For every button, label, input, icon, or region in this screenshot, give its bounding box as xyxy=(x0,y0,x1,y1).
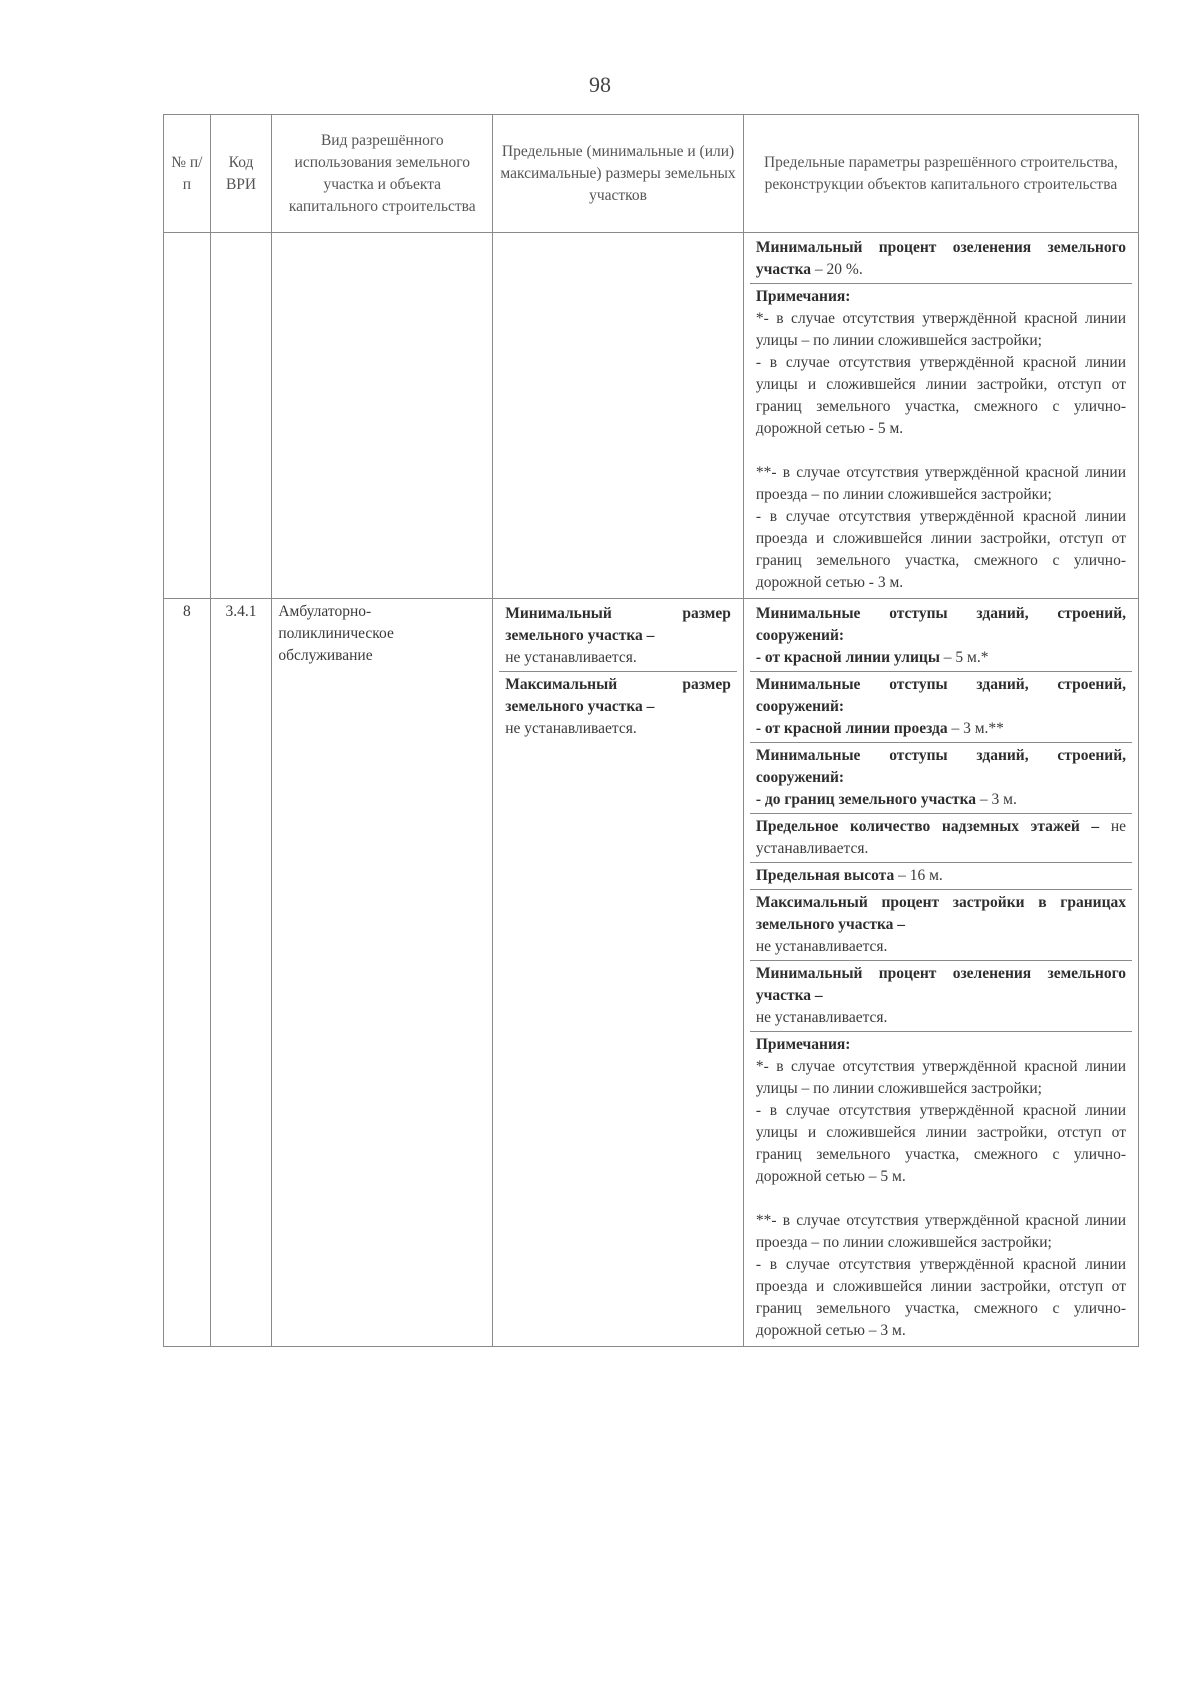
param-value: не устанавливается. xyxy=(755,818,1126,857)
table-row-8 xyxy=(164,599,1139,1347)
cell-params xyxy=(743,599,1138,1347)
header-params: Предельные параметры разрешённого строительства, реконструкции объектов капитального строительства xyxy=(743,115,1138,233)
param-value-label: - до границ земельного участка xyxy=(755,791,977,808)
param-label: Максимальный процент застройки в границах земельного участка – xyxy=(755,894,1126,933)
header-num: № п/п xyxy=(164,115,211,233)
param-floors xyxy=(750,814,1132,863)
param-setback-passage xyxy=(750,672,1132,743)
note-item: *- в случае отсутствия утверждённой красной линии улицы – по линии сложившейся застройки; xyxy=(755,1058,1126,1097)
cell-code-empty xyxy=(210,233,272,599)
size-max-value: не устанавливается. xyxy=(505,720,637,737)
table-header-row xyxy=(164,115,1139,233)
param-value-label: - от красной линии улицы xyxy=(755,649,940,666)
size-min-label: Минимальный размер земельного участка – xyxy=(505,605,731,644)
greening-value: – 20 %. xyxy=(811,261,863,278)
param-label: Минимальный процент озеленения земельного участка – xyxy=(755,965,1126,1004)
header-code: Код ВРИ xyxy=(210,115,272,233)
cell-num-empty xyxy=(164,233,211,599)
note-item: - в случае отсутствия утверждённой красной линии улицы и сложившейся линии застройки, отступ от границ земельного участка, смежного с улично-дорожной сетью - 5 м. xyxy=(755,354,1126,437)
table-row-continuation xyxy=(164,233,1139,599)
param-label: Минимальные отступы зданий, строений, сооружений: xyxy=(755,747,1126,786)
param-setback-street xyxy=(750,601,1132,672)
notes-prev xyxy=(750,284,1132,596)
regulations-table xyxy=(163,114,1139,1347)
size-min-value: не устанавливается. xyxy=(505,649,637,666)
cell-size xyxy=(493,599,744,1347)
param-greening-prev xyxy=(750,235,1132,284)
param-coverage xyxy=(750,890,1132,961)
note-item: - в случае отсутствия утверждённой красной линии проезда и сложившейся линии застройки, отступ от границ земельного участка, смежного с улично-дорожной сетью - 3 м. xyxy=(755,508,1126,591)
cell-kind-empty xyxy=(272,233,493,599)
param-height xyxy=(750,863,1132,890)
param-label: Минимальные отступы зданий, строений, сооружений: xyxy=(755,605,1126,644)
note-item: - в случае отсутствия утверждённой красной линии проезда и сложившейся линии застройки, отступ от границ земельного участка, смежного с улично-дорожной сетью – 3 м. xyxy=(755,1256,1126,1339)
cell-code: 3.4.1 xyxy=(210,599,272,1347)
notes xyxy=(750,1032,1132,1344)
cell-size-empty xyxy=(493,233,744,599)
note-item: *- в случае отсутствия утверждённой красной линии улицы – по линии сложившейся застройки; xyxy=(755,310,1126,349)
cell-kind: Амбулаторно-поликлиническое обслуживание xyxy=(272,599,493,1347)
param-value: не устанавливается. xyxy=(755,938,888,955)
size-min xyxy=(499,601,737,672)
param-value: – 5 м.* xyxy=(939,649,989,666)
size-max xyxy=(499,672,737,742)
cell-params-continuation xyxy=(743,233,1138,599)
param-label: Минимальные отступы зданий, строений, сооружений: xyxy=(755,676,1126,715)
param-setback-boundary xyxy=(750,743,1132,814)
param-label: Предельное количество надземных этажей – xyxy=(755,818,1100,835)
greening-label: Минимальный процент озеленения земельного участка xyxy=(755,239,1126,278)
notes-title: Примечания: xyxy=(755,288,851,305)
header-size: Предельные (минимальные и (или) максимальные) размеры земельных участков xyxy=(493,115,744,233)
note-item: **- в случае отсутствия утверждённой красной линии проезда – по линии сложившейся застройки; xyxy=(755,1212,1126,1251)
note-item: - в случае отсутствия утверждённой красной линии улицы и сложившейся линии застройки, отступ от границ земельного участка, смежного с улично-дорожной сетью – 5 м. xyxy=(755,1102,1126,1185)
size-max-label: Максимальный размер земельного участка – xyxy=(505,676,731,715)
param-value: – 16 м. xyxy=(894,867,943,884)
param-value: – 3 м.** xyxy=(947,720,1004,737)
param-value: – 3 м. xyxy=(976,791,1017,808)
note-item: **- в случае отсутствия утверждённой красной линии проезда – по линии сложившейся застройки; xyxy=(755,464,1126,503)
param-label: Предельная высота xyxy=(755,867,895,884)
param-value-label: - от красной линии проезда xyxy=(755,720,948,737)
cell-num: 8 xyxy=(164,599,211,1347)
param-value: не устанавливается. xyxy=(755,1009,888,1026)
header-kind: Вид разрешённого использования земельного участка и объекта капитального строительства xyxy=(272,115,493,233)
notes-title: Примечания: xyxy=(755,1036,851,1053)
page-number: 98 xyxy=(589,72,611,97)
param-greening xyxy=(750,961,1132,1032)
